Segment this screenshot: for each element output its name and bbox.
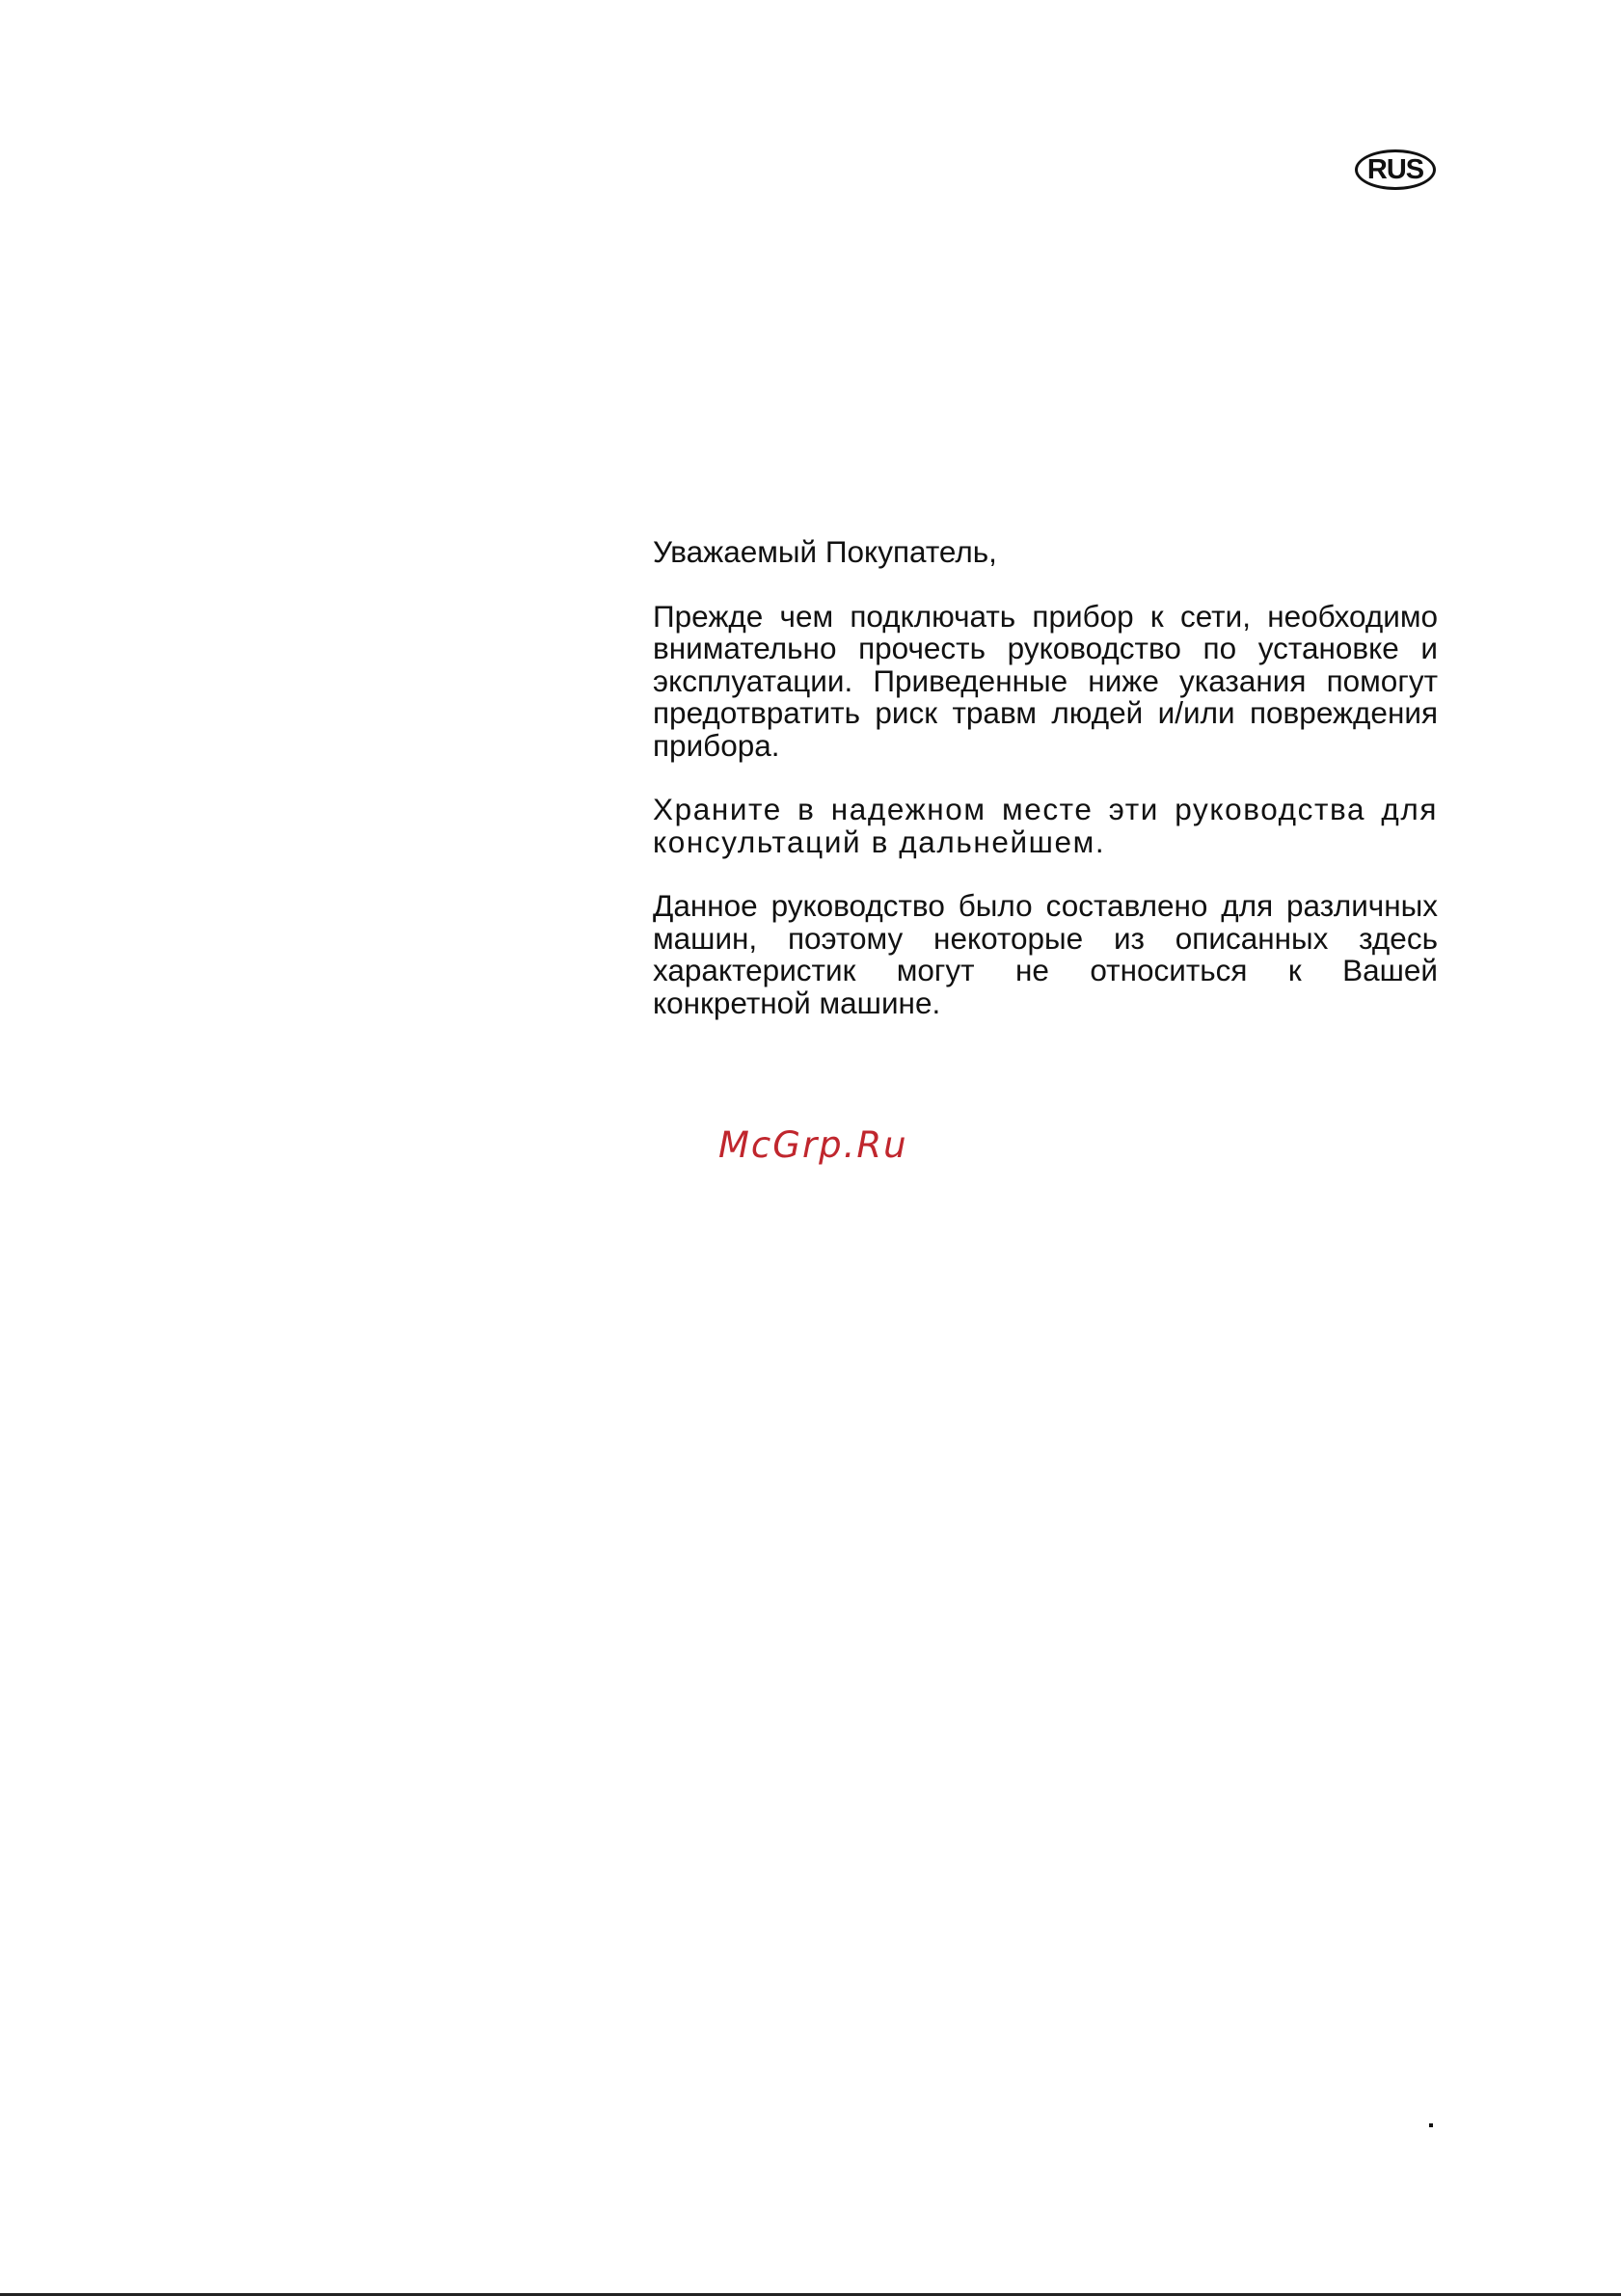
paragraph-safety-notice: Прежде чем подключать прибор к сети, необходимо внимательно прочесть руководство по установке и эксплуатации. Приведенные ниже указания помогут предотвратить риск травм людей и/или повреждения прибора. [653, 598, 1438, 763]
language-badge: RUS [1355, 149, 1436, 190]
intro-text-block [653, 536, 1438, 1051]
greeting: Уважаемый Покупатель, [653, 534, 997, 569]
paragraph-keep-manual: Храните в надежном месте эти руководства для консультаций в дальнейшем. [653, 792, 1438, 859]
paragraph-manual-scope: Данное руководство было составлено для различных машин, поэтому некоторые из описанных здесь характеристик могут не относиться к Вашей конкретной машине. [653, 888, 1438, 1020]
watermark-link[interactable]: McGrp.Ru [718, 1124, 908, 1166]
page-marker-text [1425, 2108, 1431, 2130]
